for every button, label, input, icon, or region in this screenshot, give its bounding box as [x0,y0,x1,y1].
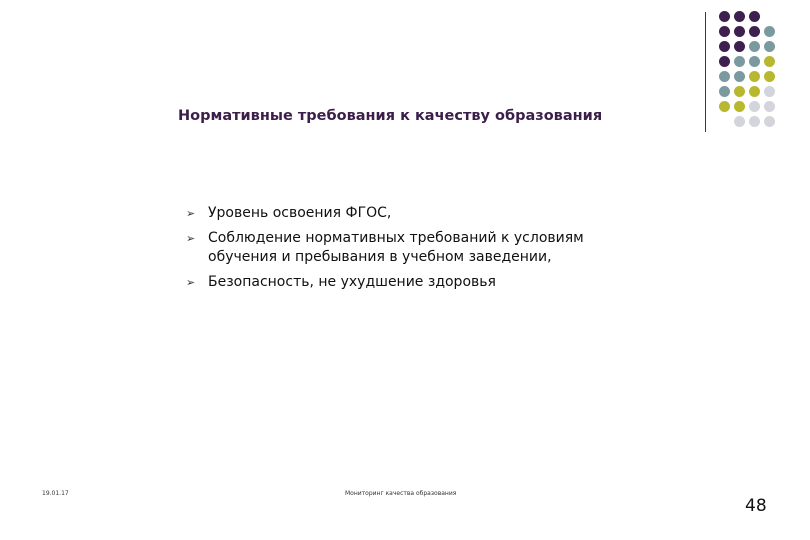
dot-olive [749,71,760,82]
footer-caption: Мониторинг качества образования [345,490,457,497]
bullet-item-fgos [186,204,606,223]
dot-purple [749,26,760,37]
dot-olive [764,56,775,67]
dot-gray [764,101,775,112]
dot-teal [734,56,745,67]
bullet-arrow-icon: ➢ [186,207,196,220]
dot-teal [719,86,730,97]
bullet-arrow-icon: ➢ [186,232,196,245]
bullet-arrow-icon: ➢ [186,276,196,289]
dot-purple [749,11,760,22]
bullet-text: Уровень освоения ФГОС, [208,205,392,221]
dot-purple [734,41,745,52]
slide-title: Нормативные требования к качеству образования [178,108,603,124]
dot-purple [734,11,745,22]
dot-gray [764,116,775,127]
dot-olive [719,101,730,112]
dot-teal [764,26,775,37]
dot-purple [719,26,730,37]
footer-date: 19.01.17 [42,490,69,497]
vertical-divider-line [705,12,706,132]
dot-olive [734,86,745,97]
dot-teal [764,41,775,52]
bullet-item-norms [186,229,606,267]
bullet-text: Соблюдение нормативных требований к условиям обучения и пребывания в учебном заведении, [208,230,584,265]
dot-olive [749,86,760,97]
bullet-item-safety [186,273,606,292]
dot-purple [719,41,730,52]
dot-teal [719,71,730,82]
dot-purple [734,26,745,37]
dot-olive [734,101,745,112]
dot-purple [719,11,730,22]
dot-teal [734,71,745,82]
page-number: 48 [745,496,767,516]
dot-gray [749,101,760,112]
dot-teal [749,41,760,52]
bullet-list [186,204,606,298]
dot-teal [749,56,760,67]
dot-olive [764,71,775,82]
dot-gray [734,116,745,127]
dot-gray [764,86,775,97]
bullet-text: Безопасность, не ухудшение здоровья [208,274,496,290]
dot-gray [749,116,760,127]
dot-purple [719,56,730,67]
